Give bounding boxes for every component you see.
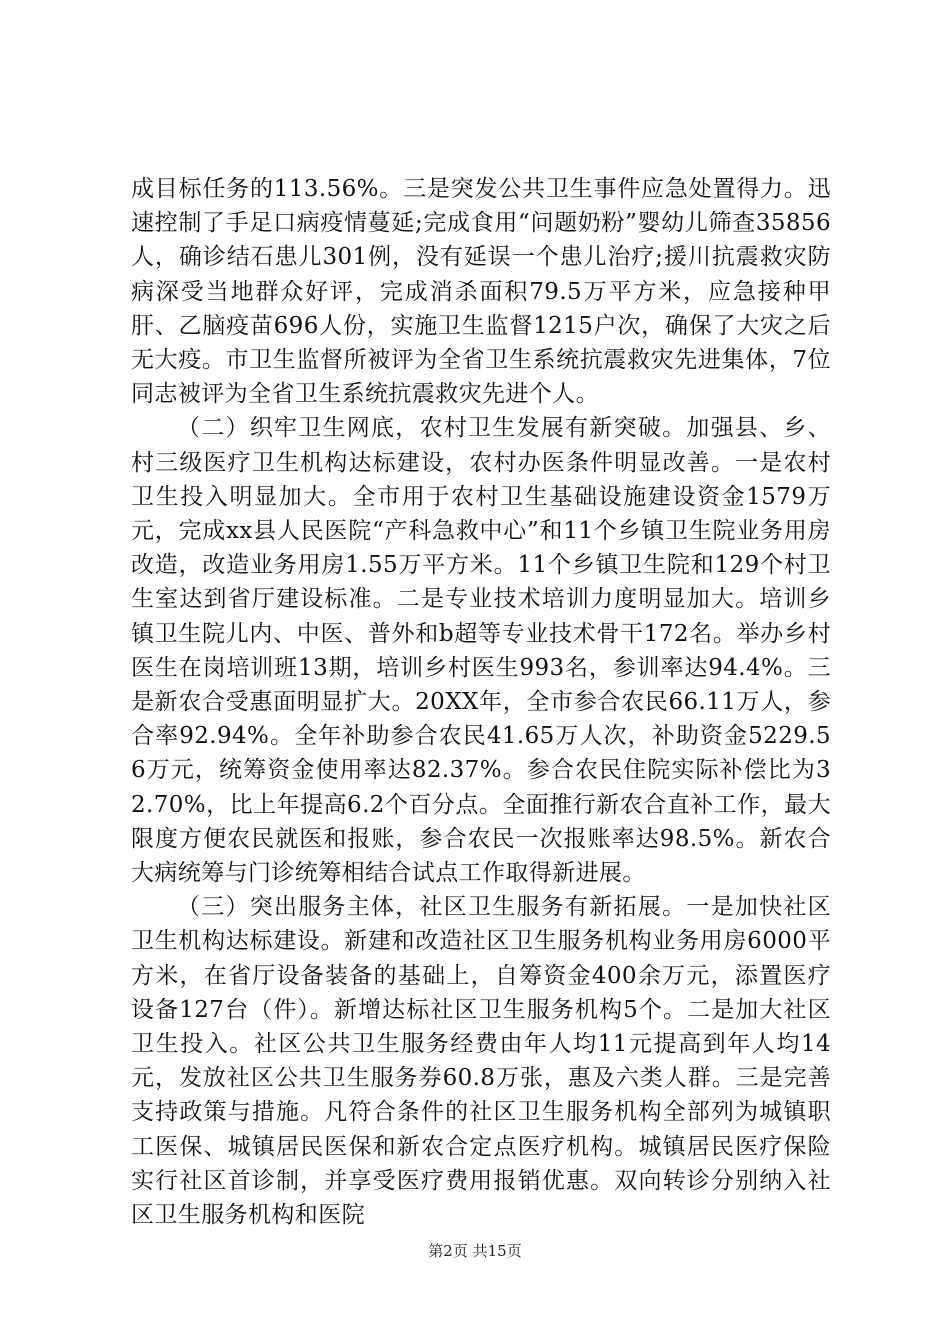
paragraph-rural-health: （二）织牢卫生网底，农村卫生发展有新突破。加强县、乡、村三级医疗卫生机构达标建设，农村办医条件明显改善。一是农村卫生投入明显加大。全市用于农村卫生基础设施建设资金1579万元，完成xx县人民医院“产科急救中心”和11个乡镇卫生院业务用房改造，改造业务用房1.55万平方米。11个乡镇卫生院和129个村卫生室达到省厅建设标准。二是专业技术培训力度明显加大。培训乡镇卫生院儿内、中医、普外和b超等专业技术骨干172名。举办乡村医生在岗培训班13期，培训乡村医生993名，参训率达94.4%。三是新农合受惠面明显扩大。20XX年，全市参合农民66.11万人，参合率92.94%。全年补助参合农民41.65万人次，补助资金5229.56万元，统筹资金使用率达82.37%。参合农民住院实际补偿比为32.70%，比上年提高6.2个百分点。全面推行新农合直补工作，最大限度方便农民就医和报账，参合农民一次报账率达98.5%。新农合大病统筹与门诊统筹相结合试点工作取得新进展。 xyxy=(131,415,831,887)
paragraph-community-health: （三）突出服务主体，社区卫生服务有新拓展。一是加快社区卫生机构达标建设。新建和改造社区卫生服务机构业务用房6000平方米，在省厅设备装备的基础上，自筹资金400余万元，添置医疗设备127台（件）。新增达标社区卫生服务机构5个。二是加大社区卫生投入。社区公共卫生服务经费由年人均11元提高到年人均14元，发放社区公共卫生服务券60.8万张，惠及六类人群。三是完善支持政策与措施。凡符合条件的社区卫生服务机构全部列为城镇职工医保、城镇居民医保和新农合定点医疗机构。城镇居民医疗保险实行社区首诊制，并享受医疗费用报销优惠。双向转诊分别纳入社区卫生服务机构和医院 xyxy=(131,894,831,1229)
page-footer: 第2页 共15页 xyxy=(428,1242,522,1260)
document-body xyxy=(131,172,831,1232)
paragraph-continuation: 成目标任务的113.56%。三是突发公共卫生事件应急处置得力。迅速控制了手足口病疫情蔓延;完成食用“问题奶粉”婴幼儿筛查35856人，确诊结石患儿301例，没有延误一个患儿治疗;援川抗震救灾防病深受当地群众好评，完成消杀面积79.5万平方米，应急接种甲肝、乙脑疫苗696人份，实施卫生监督1215户次，确保了大灾之后无大疫。市卫生监督所被评为全省卫生系统抗震救灾先进集体，7位同志被评为全省卫生系统抗震救灾先进个人。 xyxy=(131,176,831,408)
